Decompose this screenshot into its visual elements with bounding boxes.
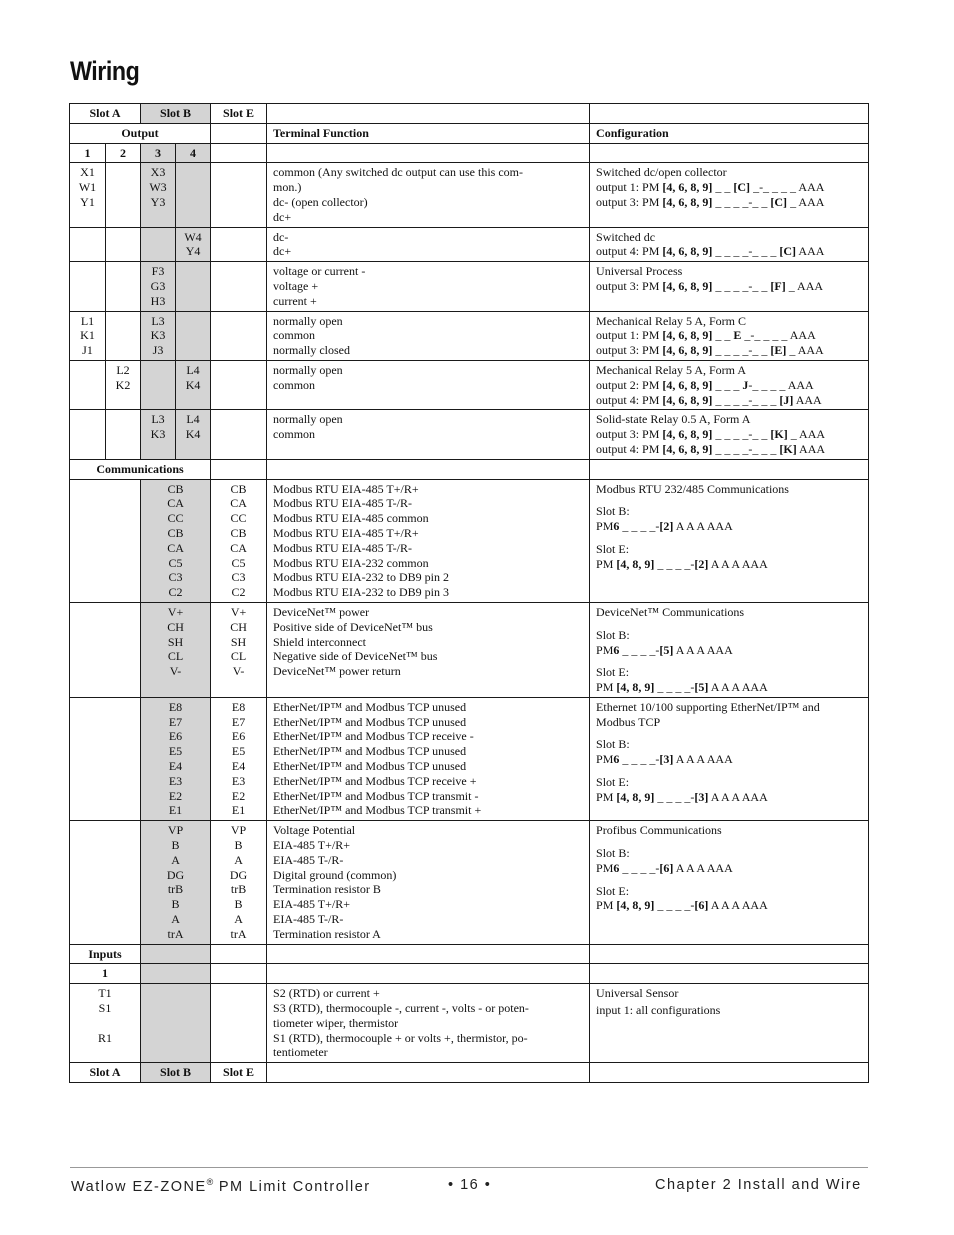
- slot-e-terminals: [211, 360, 267, 409]
- output-header-row: [70, 123, 869, 143]
- slot-a-output-2-terminals: [106, 262, 141, 311]
- configuration: Switched dc/open collector output 1: PM [4, 6, 8, 9] _ _ [C] _-_ _ _ _ AAA output 3: PM [4, 6, 8, 9] _ _ _ _-_ _ [C] _ AAA: [590, 163, 869, 227]
- configuration: Modbus RTU 232/485 Communications Slot B: PM6 _ _ _ _-[2] A A A AAA Slot E: PM [4, 8, 9] _ _ _ _-[2] A A A AAA: [590, 479, 869, 602]
- footer-chapter: Chapter 2 Install and Wire: [655, 1177, 862, 1193]
- inputs-heading: Inputs: [70, 944, 141, 964]
- terminal-function: DeviceNet™ power Positive side of DeviceNet™ bus Shield interconnect Negative side of DeviceNet™ bus DeviceNet™ power return: [267, 602, 590, 697]
- terminal-function: voltage or current - voltage + current +: [267, 262, 590, 311]
- slot-e-terminals: [211, 262, 267, 311]
- slot-e-footer: Slot E: [211, 1063, 267, 1083]
- output-row: [70, 163, 869, 227]
- configuration: Ethernet 10/100 supporting EtherNet/IP™ and Modbus TCP Slot B: PM6 _ _ _ _-[3] A A A AAA Slot E: PM [4, 8, 9] _ _ _ _-[3] A A A AAA: [590, 697, 869, 820]
- footer-brand: Watlow EZ-ZONE: [71, 1178, 207, 1195]
- communications-heading: Communications: [70, 459, 211, 479]
- wiring-table: [69, 103, 869, 1083]
- communications-row: [70, 821, 869, 944]
- terminal-function: dc- dc+: [267, 227, 590, 262]
- slot-a-output-1-terminals: [70, 360, 106, 409]
- slot-b-output-4-terminals: [176, 311, 211, 360]
- configuration: Mechanical Relay 5 A, Form A output 2: PM [4, 6, 8, 9] _ _ _ J-_ _ _ _ AAA output 4: PM [4, 6, 8, 9] _ _ _ _-_ _ _ [J] AAA: [590, 360, 869, 409]
- slot-e-terminals: [211, 311, 267, 360]
- output-row: [70, 262, 869, 311]
- footer-rule: [70, 1167, 868, 1168]
- slot-a-footer: Slot A: [70, 1063, 141, 1083]
- slot-e-header: Slot E: [211, 104, 267, 124]
- communications-heading-row: [70, 459, 869, 479]
- slot-e-terminals: [211, 163, 267, 227]
- slot-b-output-4-terminals: W4 Y4: [176, 227, 211, 262]
- terminal-function: normally open common normally closed: [267, 311, 590, 360]
- configuration: Universal Process output 3: PM [4, 6, 8, 9] _ _ _ _-_ _ [F] _ AAA: [590, 262, 869, 311]
- slot-b-header: Slot B: [141, 104, 211, 124]
- slot-b-output-3-terminals: L3 K3: [141, 410, 176, 459]
- output-number-2: 2: [106, 143, 141, 163]
- slot-a-output-2-terminals: [106, 163, 141, 227]
- slot-b-output-3-terminals: L3 K3 J3: [141, 311, 176, 360]
- configuration: Solid-state Relay 0.5 A, Form A output 3: PM [4, 6, 8, 9] _ _ _ _-_ _ [K] _ AAA output 4: PM [4, 6, 8, 9] _ _ _ _-_ _ _ [K] AAA: [590, 410, 869, 459]
- output-row: [70, 410, 869, 459]
- terminal-function: S2 (RTD) or current + S3 (RTD), thermocouple -, current -, volts - or poten- tiometer wiper, thermistor S1 (RTD), thermocouple + or volts +, thermistor, po- tentiometer: [267, 984, 590, 1063]
- inputs-heading-row: [70, 944, 869, 964]
- terminal-function: Modbus RTU EIA-485 T+/R+ Modbus RTU EIA-485 T-/R- Modbus RTU EIA-485 common Modbus RTU EIA-485 T+/R+ Modbus RTU EIA-485 T-/R- Modbus RTU EIA-232 common Modbus RTU EIA-232 to DB9 pin 2 Modbus RTU EIA-232 to DB9 pin 3: [267, 479, 590, 602]
- footer-product-name: PM Limit Controller: [213, 1178, 371, 1195]
- terminal-function: normally open common: [267, 360, 590, 409]
- terminal-function: EtherNet/IP™ and Modbus TCP unused EtherNet/IP™ and Modbus TCP unused EtherNet/IP™ and Modbus TCP receive - EtherNet/IP™ and Modbus TCP unused EtherNet/IP™ and Modbus TCP unused EtherNet/IP™ and Modbus TCP receive + EtherNet/IP™ and Modbus TCP transmit - EtherNet/IP™ and Modbus TCP transmit +: [267, 697, 590, 820]
- slot-e-comm-terminals: VP B A DG trB B A trA: [211, 821, 267, 944]
- slot-header-row: [70, 104, 869, 124]
- slot-b-comm-terminals: V+ CH SH CL V-: [141, 602, 211, 697]
- slot-a-output-2-terminals: [106, 410, 141, 459]
- slot-footer-row: [70, 1063, 869, 1083]
- output-row: [70, 360, 869, 409]
- slot-b-output-4-terminals: L4 K4: [176, 410, 211, 459]
- slot-a-output-2-terminals: L2 K2: [106, 360, 141, 409]
- terminal-function: normally open common: [267, 410, 590, 459]
- configuration: Mechanical Relay 5 A, Form C output 1: PM [4, 6, 8, 9] _ _ E _-_ _ _ _ AAA output 3: PM [4, 6, 8, 9] _ _ _ _-_ _ [E] _ AAA: [590, 311, 869, 360]
- output-number-1: 1: [70, 143, 106, 163]
- output-heading: Output: [70, 123, 211, 143]
- slot-a-output-1-terminals: X1 W1 Y1: [70, 163, 106, 227]
- slot-b-output-4-terminals: [176, 262, 211, 311]
- slot-b-output-4-terminals: [176, 163, 211, 227]
- slot-b-comm-terminals: E8 E7 E6 E5 E4 E3 E2 E1: [141, 697, 211, 820]
- slot-e-comm-terminals: CB CA CC CB CA C5 C3 C2: [211, 479, 267, 602]
- communications-row: [70, 602, 869, 697]
- output-row: [70, 311, 869, 360]
- slot-a-input-terminals: T1 S1 R1: [70, 984, 141, 1063]
- terminal-function: common (Any switched dc output can use this com- mon.) dc- (open collector) dc+: [267, 163, 590, 227]
- terminal-function: Voltage Potential EIA-485 T+/R+ EIA-485 T-/R- Digital ground (common) Termination resistor B EIA-485 T+/R+ EIA-485 T-/R- Termination resistor A: [267, 821, 590, 944]
- input-row: [70, 984, 869, 1063]
- footer-registered-mark: ®: [206, 1177, 214, 1187]
- slot-a-output-2-terminals: [106, 311, 141, 360]
- slot-b-output-3-terminals: F3 G3 H3: [141, 262, 176, 311]
- slot-b-comm-terminals: CB CA CC CB CA C5 C3 C2: [141, 479, 211, 602]
- slot-b-footer: Slot B: [141, 1063, 211, 1083]
- terminal-function-heading: Terminal Function: [267, 123, 590, 143]
- communications-row: [70, 697, 869, 820]
- slot-a-output-2-terminals: [106, 227, 141, 262]
- slot-b-output-3-terminals: [141, 360, 176, 409]
- output-row: [70, 227, 869, 262]
- slot-e-comm-terminals: V+ CH SH CL V-: [211, 602, 267, 697]
- slot-a-output-1-terminals: [70, 262, 106, 311]
- configuration: DeviceNet™ Communications Slot B: PM6 _ _ _ _-[5] A A A AAA Slot E: PM [4, 8, 9] _ _ _ _-[5] A A A AAA: [590, 602, 869, 697]
- slot-a-output-1-terminals: [70, 227, 106, 262]
- slot-b-comm-terminals: VP B A DG trB B A trA: [141, 821, 211, 944]
- slot-e-terminals: [211, 227, 267, 262]
- output-number-row: [70, 143, 869, 163]
- configuration: Profibus Communications Slot B: PM6 _ _ _ _-[6] A A A AAA Slot E: PM [4, 8, 9] _ _ _ _-[6] A A A AAA: [590, 821, 869, 944]
- slot-e-terminals: [211, 410, 267, 459]
- slot-e-comm-terminals: E8 E7 E6 E5 E4 E3 E2 E1: [211, 697, 267, 820]
- slot-a-output-1-terminals: [70, 410, 106, 459]
- input-number-row: [70, 964, 869, 984]
- page-title: Wiring: [70, 56, 140, 86]
- output-number-4: 4: [176, 143, 211, 163]
- communications-row: [70, 479, 869, 602]
- slot-a-header: Slot A: [70, 104, 141, 124]
- input-number-1: 1: [70, 964, 141, 984]
- slot-b-output-3-terminals: X3 W3 Y3: [141, 163, 176, 227]
- slot-b-output-4-terminals: L4 K4: [176, 360, 211, 409]
- slot-a-output-1-terminals: L1 K1 J1: [70, 311, 106, 360]
- configuration-heading: Configuration: [590, 123, 869, 143]
- footer-page-number: • 16 •: [448, 1177, 492, 1193]
- output-number-3: 3: [141, 143, 176, 163]
- footer-product: [71, 1177, 371, 1195]
- configuration: Switched dc output 4: PM [4, 6, 8, 9] _ _ _ _-_ _ _ [C] AAA: [590, 227, 869, 262]
- slot-b-output-3-terminals: [141, 227, 176, 262]
- configuration: Universal Sensor input 1: all configurations: [590, 984, 869, 1063]
